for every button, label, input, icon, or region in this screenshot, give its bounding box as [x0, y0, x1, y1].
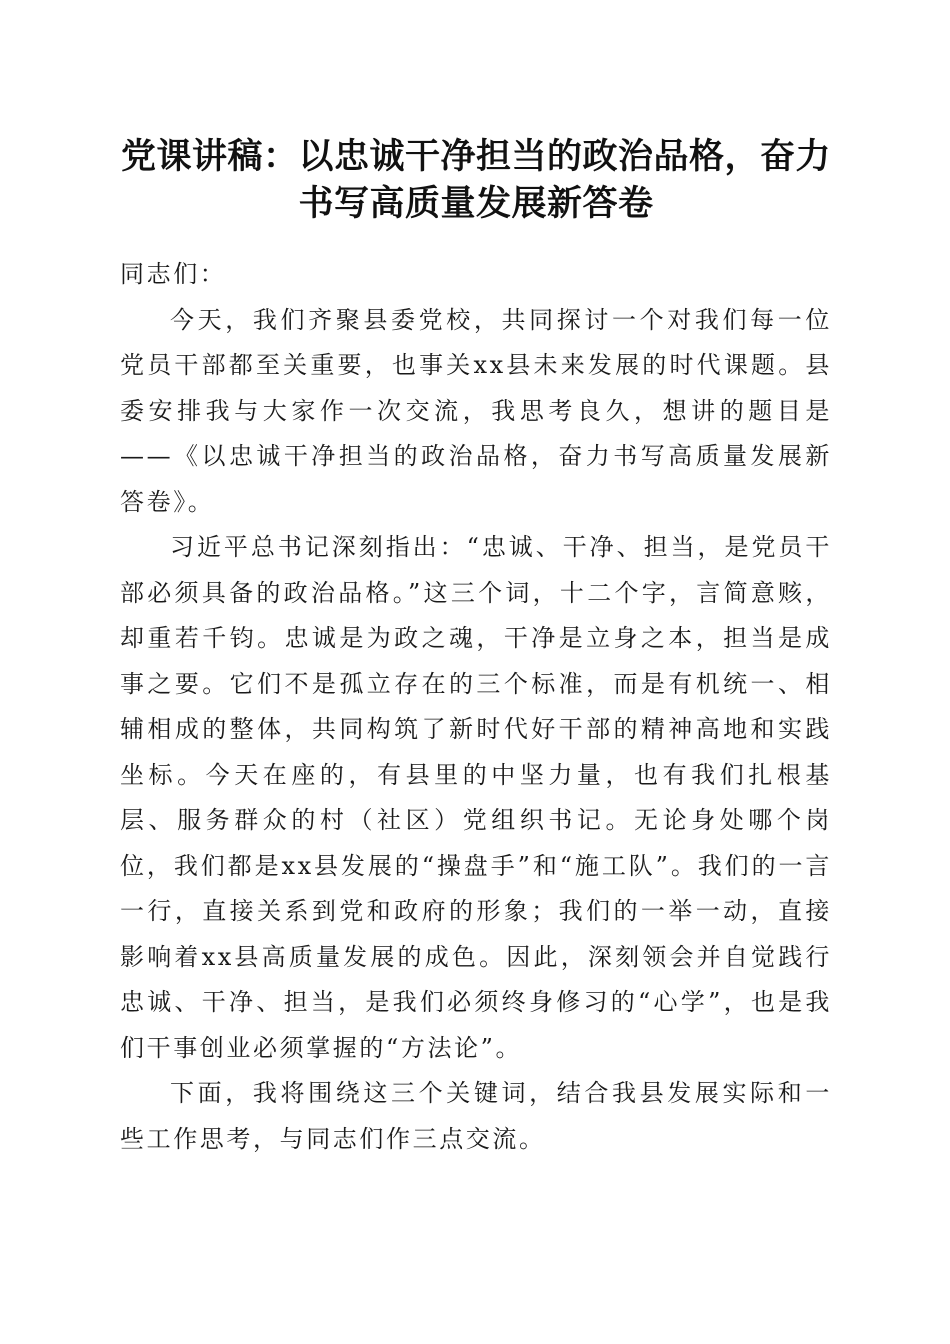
document-title	[120, 133, 832, 227]
title-line-1: 党课讲稿：以忠诚干净担当的政治品格，奋力	[120, 136, 831, 177]
title-line-2: 书写高质量发展新答卷	[298, 183, 654, 224]
salutation: 同志们：	[120, 260, 227, 288]
document-page	[120, 0, 832, 1344]
paragraph-2: 习近平总书记深刻指出：“忠诚、干净、担当，是党员干部必须具备的政治品格。”这三个词，十二个字，言简意赅，却重若千钧。忠诚是为政之魂，干净是立身之本，担当是成事之要。它们不是孤立存在的三个标准，而是有机统一、相辅相成的整体，共同构筑了新时代好干部的精神高地和实践坐标。今天在座的，有县里的中坚力量，也有我们扎根基层、服务群众的村（社区）党组织书记。无论身处哪个岗位，我们都是xx县发展的“操盘手”和“施工队”。我们的一言一行，直接关系到党和政府的形象；我们的一举一动，直接影响着xx县高质量发展的成色。因此，深刻领会并自觉践行忠诚、干净、担当，是我们必须终身修习的“心学”，也是我们干事创业必须掌握的“方法论”。	[120, 533, 832, 1062]
paragraph-1: 今天，我们齐聚县委党校，共同探讨一个对我们每一位党员干部都至关重要，也事关xx县未来发展的时代课题。县委安排我与大家作一次交流，我思考良久，想讲的题目是——《以忠诚干净担当的政治品格，奋力书写高质量发展新答卷》。	[120, 305, 832, 516]
paragraph-3: 下面，我将围绕这三个关键词，结合我县发展实际和一些工作思考，与同志们作三点交流。	[120, 1079, 832, 1153]
document-body	[120, 252, 832, 1162]
